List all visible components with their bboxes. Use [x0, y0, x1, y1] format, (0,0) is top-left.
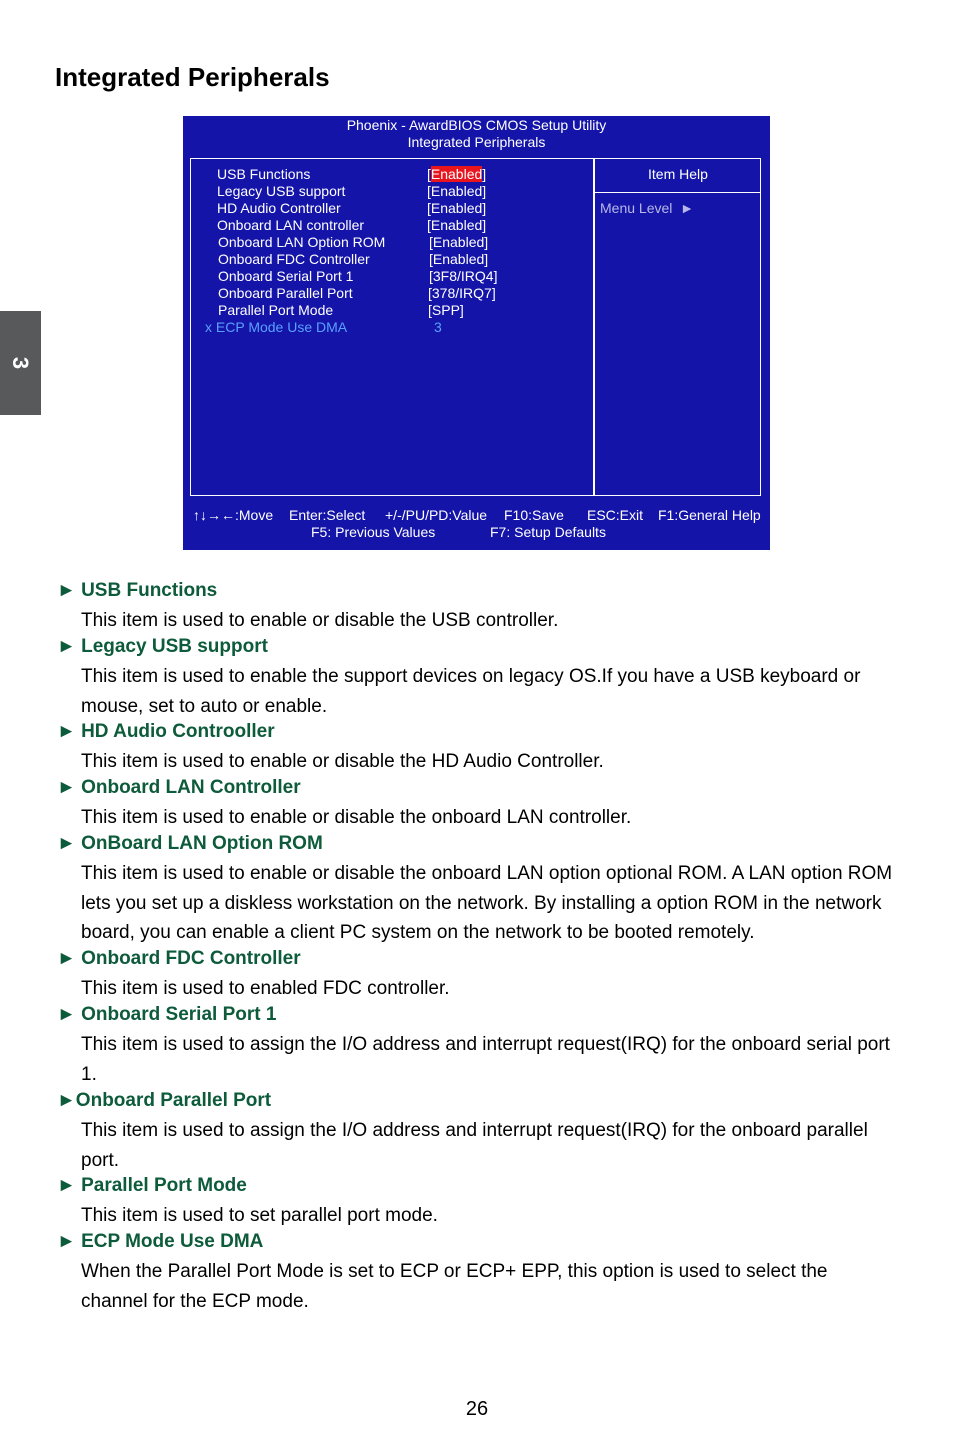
item-help-title: Item Help [648, 166, 708, 182]
menu-level [600, 200, 694, 216]
key-previous: F5: Previous Values [311, 524, 436, 540]
section-body: This item is used to set parallel port mode. [81, 1205, 438, 1226]
option-value[interactable]: [Enabled] [427, 217, 487, 233]
section-heading: ► Onboard Serial Port 1 [57, 1004, 277, 1025]
selected-value-highlight: Enabled [430, 166, 483, 182]
bios-option-fdc[interactable] [191, 251, 591, 268]
section-heading: ►Onboard Parallel Port [57, 1090, 272, 1111]
section-body: This item is used to assign the I/O address and interrupt request(IRQ) for the onboard parallel port. [81, 1120, 868, 1171]
chapter-number: 3 [8, 356, 34, 370]
section-body: This item is used to enable or disable the onboard LAN option optional ROM. A LAN option ROM lets you set up a diskless workstation on the network. By installing a option ROM in the network board, you can enable a client PC system on the network to be booted remotely. [81, 863, 893, 943]
bios-option-serial-port[interactable] [191, 268, 591, 285]
section-heading: ► OnBoard LAN Option ROM [57, 833, 323, 854]
key-help: F1:General Help [658, 507, 761, 523]
key-exit: ESC:Exit [587, 507, 644, 523]
section-body: This item is used to enable or disable the HD Audio Controller. [81, 751, 604, 772]
key-defaults: F7: Setup Defaults [490, 524, 606, 540]
key-save: F10:Save [504, 507, 564, 523]
option-value[interactable]: [Enabled] [429, 234, 489, 250]
key-value: +/-/PU/PD:Value [385, 507, 488, 523]
option-value[interactable]: [3F8/IRQ4] [429, 268, 498, 284]
bios-option-lan-rom[interactable] [191, 234, 591, 251]
section-body: This item is used to enable or disable the onboard LAN controller. [81, 807, 632, 828]
section-body: This item is used to enable the support devices on legacy OS.If you have a USB keyboard or mouse, set to auto or enable. [81, 666, 861, 717]
page-title: Integrated Peripherals [55, 62, 330, 92]
help-separator [595, 192, 760, 193]
bios-option-ecp-dma [191, 319, 591, 336]
option-label: Onboard Parallel Port [218, 285, 353, 301]
bios-utility-title: Phoenix - AwardBIOS CMOS Setup Utility [346, 117, 607, 133]
option-label: Onboard Serial Port 1 [218, 268, 354, 284]
option-label: HD Audio Controller [217, 200, 341, 216]
section-heading: ► HD Audio Controoller [57, 721, 275, 742]
option-label: x ECP Mode Use DMA [205, 319, 348, 335]
bios-header [183, 117, 770, 151]
bios-option-parallel-mode[interactable] [191, 302, 591, 319]
option-value[interactable]: [Enabled] [429, 251, 489, 267]
section-body: When the Parallel Port Mode is set to ECP or ECP+ EPP, this option is used to select the channel for the ECP mode. [81, 1261, 828, 1312]
option-value[interactable]: [Enabled] [427, 183, 487, 199]
section-heading: ► Parallel Port Mode [57, 1175, 247, 1196]
key-select: Enter:Select [289, 507, 366, 523]
menu-level-arrow-icon: ► [680, 200, 695, 216]
menu-level-label: Menu Level [600, 200, 673, 216]
section-heading: ► Onboard FDC Controller [57, 948, 301, 969]
chapter-tab [0, 311, 41, 415]
page-number: 26 [465, 1398, 489, 1420]
option-label: Parallel Port Mode [218, 302, 334, 318]
section-heading: ► Onboard LAN Controller [57, 777, 301, 798]
option-label: Onboard LAN controller [217, 217, 365, 233]
option-value[interactable]: [378/IRQ7] [428, 285, 496, 301]
bios-option-onboard-lan[interactable] [191, 217, 591, 234]
bios-screen-title: Integrated Peripherals [407, 134, 546, 150]
section-body: This item is used to enabled FDC controller. [81, 978, 450, 999]
bios-option-parallel-port[interactable] [191, 285, 591, 302]
option-value: 3 [434, 319, 442, 335]
option-value[interactable]: [SPP] [428, 302, 464, 318]
bios-option-hd-audio[interactable] [191, 200, 591, 217]
option-label: USB Functions [217, 166, 311, 182]
section-body: This item is used to assign the I/O address and interrupt request(IRQ) for the onboard serial port 1. [81, 1034, 890, 1085]
bios-option-legacy-usb[interactable] [191, 183, 591, 200]
section-heading: ► USB Functions [57, 580, 218, 601]
section-body: This item is used to enable or disable the USB controller. [81, 610, 559, 631]
section-heading: ► ECP Mode Use DMA [57, 1231, 264, 1252]
option-value[interactable]: [Enabled] [427, 200, 487, 216]
bios-option-usb-functions[interactable] [191, 166, 591, 183]
bios-frame [190, 158, 761, 496]
bios-screenshot [183, 116, 770, 550]
section-heading: ► Legacy USB support [57, 636, 268, 657]
option-label: Onboard FDC Controller [218, 251, 370, 267]
option-label: Onboard LAN Option ROM [218, 234, 386, 250]
option-value[interactable]: [Enabled] [427, 166, 487, 182]
key-move: ↑↓→←:Move [193, 507, 274, 523]
option-label: Legacy USB support [217, 183, 346, 199]
panel-divider [593, 159, 595, 495]
